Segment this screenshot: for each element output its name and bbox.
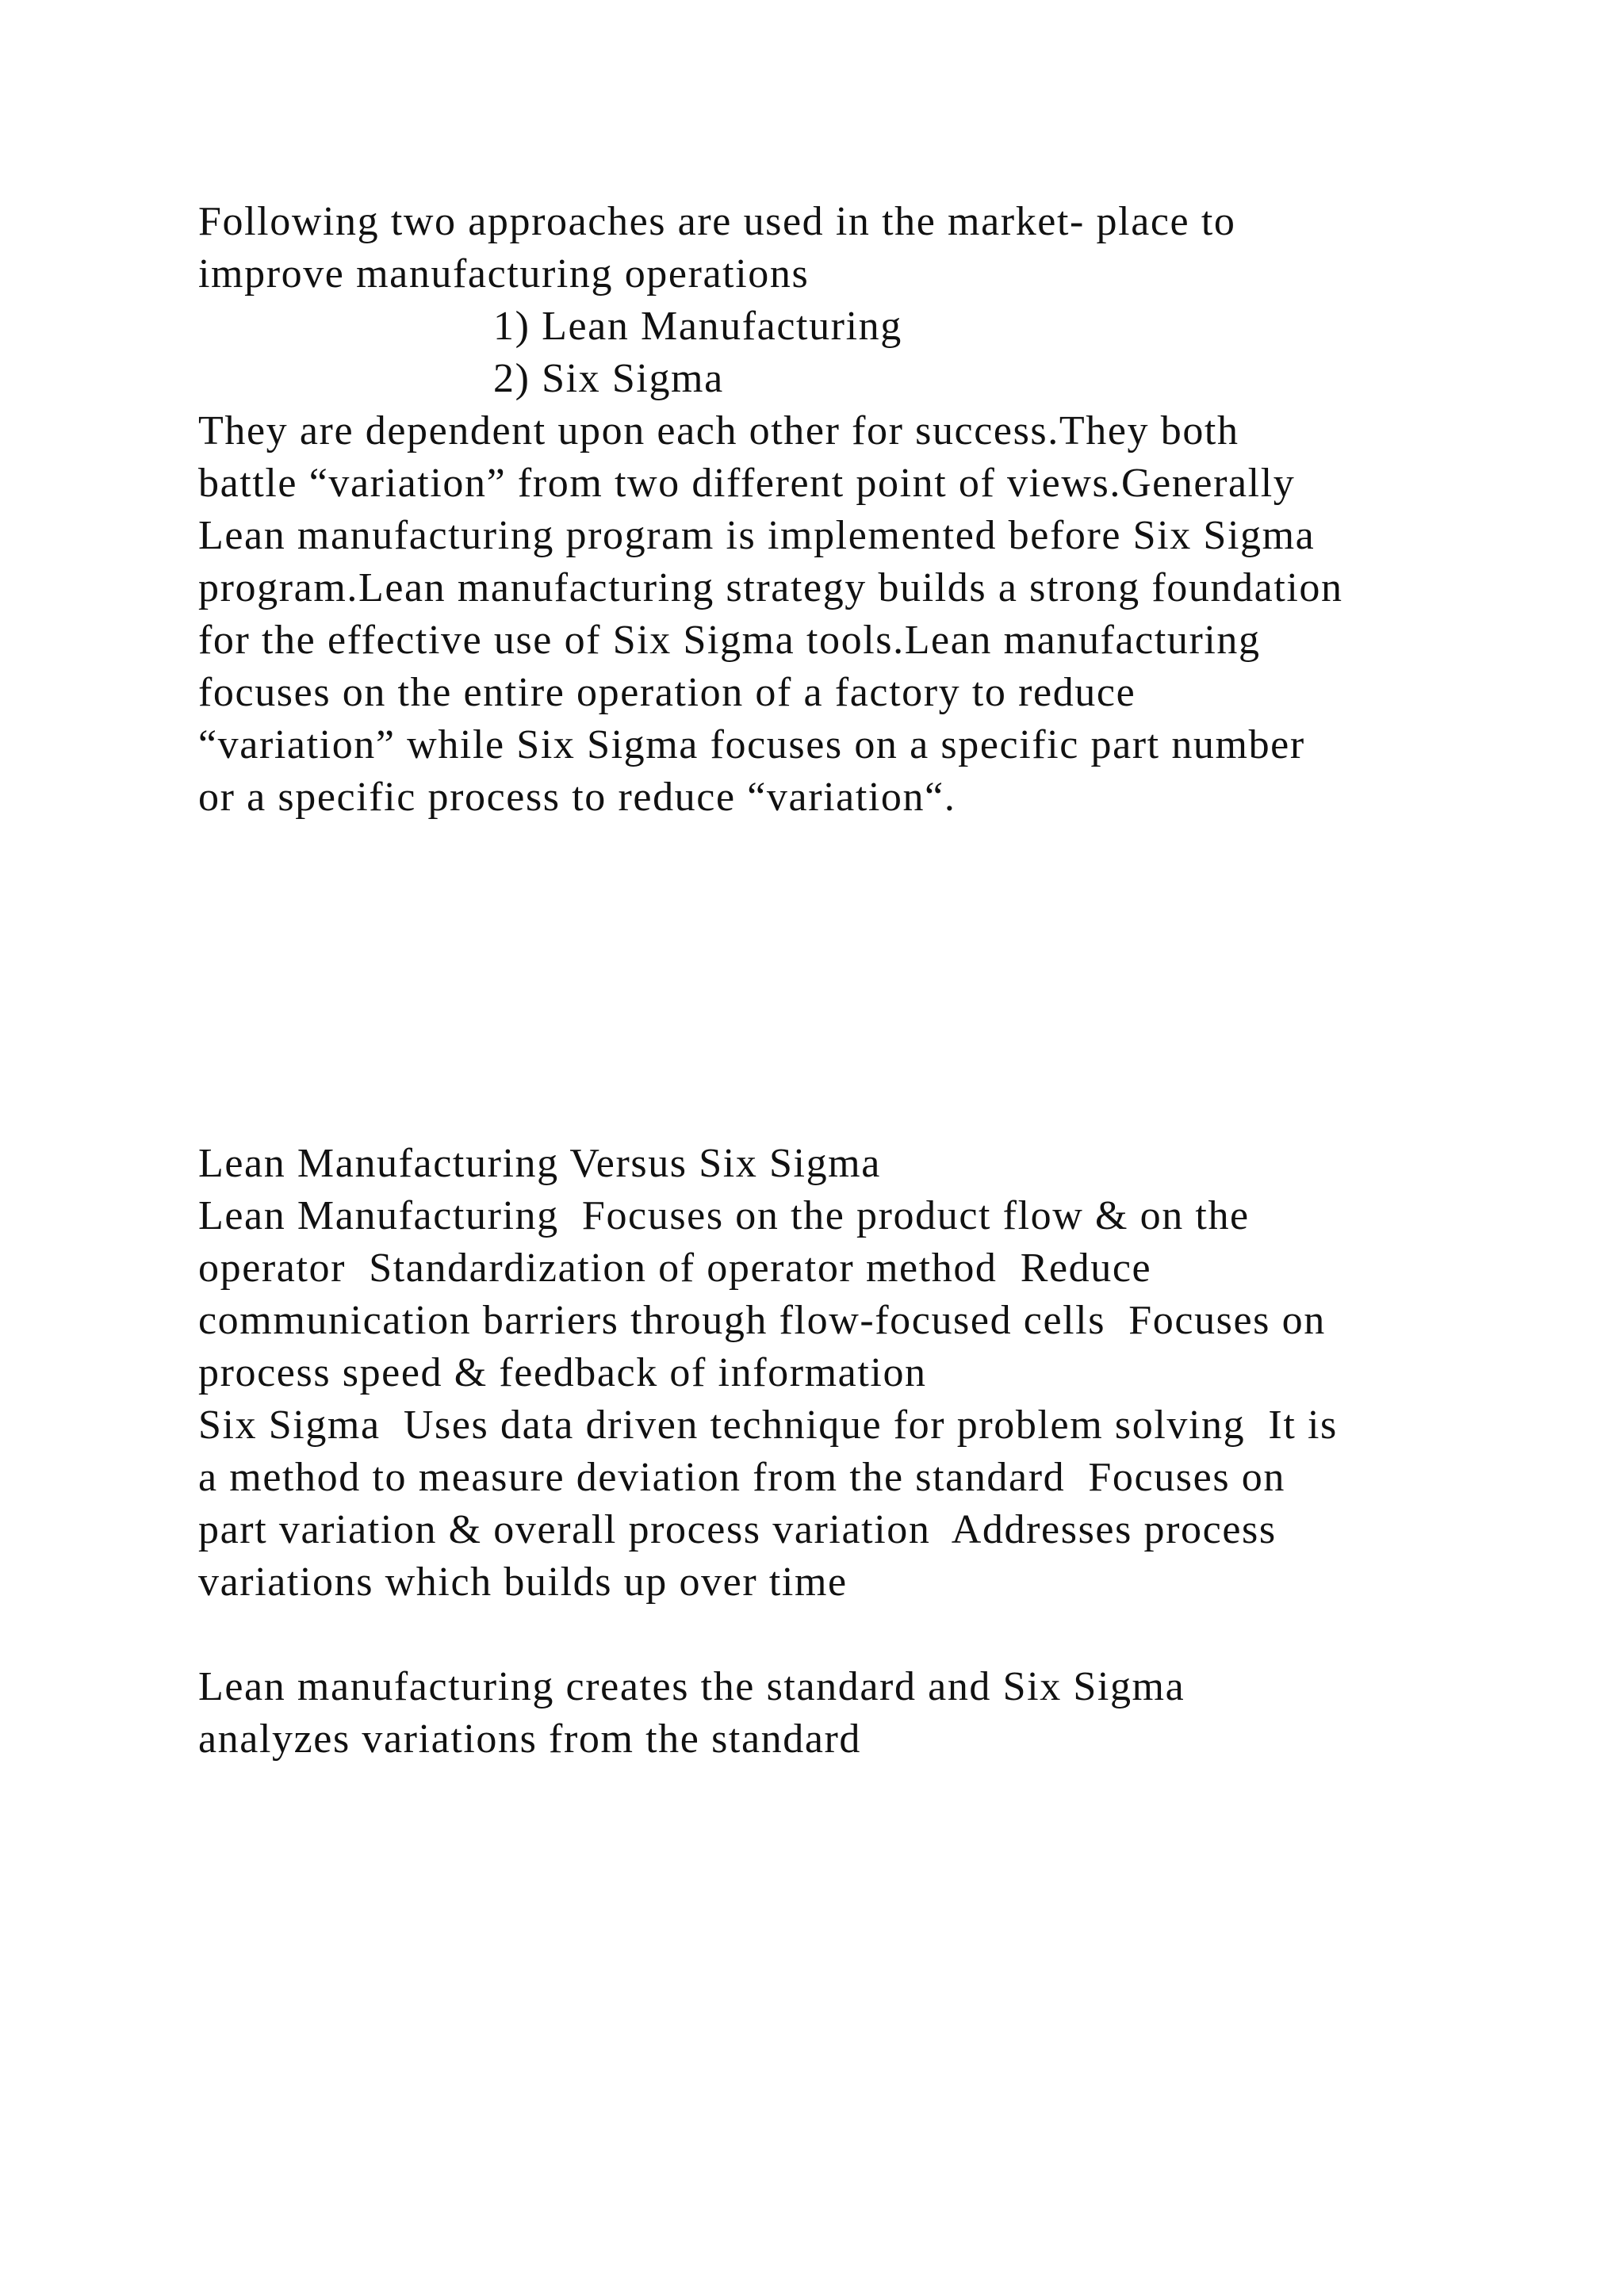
lean-line: process speed & feedback of information: [198, 1350, 927, 1395]
list-item-six-sigma: 2) Six Sigma: [493, 356, 724, 401]
intro-line-1: Following two approaches are used in the market- place to: [198, 199, 1236, 244]
paragraph-line: focuses on the entire operation of a factory to reduce: [198, 670, 1136, 715]
intro-line-2: improve manufacturing operations: [198, 251, 810, 297]
sigma-line: a method to measure deviation from the standard Focuses on: [198, 1455, 1285, 1500]
paragraph-line: battle “variation” from two different point of views.Generally: [198, 461, 1296, 506]
conclusion-line: Lean manufacturing creates the standard and Six Sigma: [198, 1664, 1185, 1709]
conclusion-line: analyzes variations from the standard: [198, 1716, 862, 1762]
list-item-lean-manufacturing: 1) Lean Manufacturing: [493, 304, 902, 349]
paragraph-line: “variation” while Six Sigma focuses on a specific part number: [198, 722, 1305, 767]
paragraph-line: for the effective use of Six Sigma tools.Lean manufacturing: [198, 618, 1261, 663]
lean-line: operator Standardization of operator method Reduce: [198, 1246, 1152, 1291]
paragraph-line: Lean manufacturing program is implemented before Six Sigma: [198, 513, 1316, 558]
section-heading: Lean Manufacturing Versus Six Sigma: [198, 1141, 881, 1186]
sigma-line: Six Sigma Uses data driven technique for problem solving It is: [198, 1402, 1338, 1448]
paragraph-line: They are dependent upon each other for success.They both: [198, 408, 1239, 453]
paragraph-line: program.Lean manufacturing strategy builds a strong foundation: [198, 565, 1343, 610]
paragraph-line: or a specific process to reduce “variation“.: [198, 775, 956, 820]
lean-line: communication barriers through flow-focused cells Focuses on: [198, 1298, 1326, 1343]
lean-line: Lean Manufacturing Focuses on the product flow & on the: [198, 1193, 1250, 1238]
sigma-line: part variation & overall process variation Addresses process: [198, 1507, 1277, 1552]
sigma-line: variations which builds up over time: [198, 1559, 848, 1605]
